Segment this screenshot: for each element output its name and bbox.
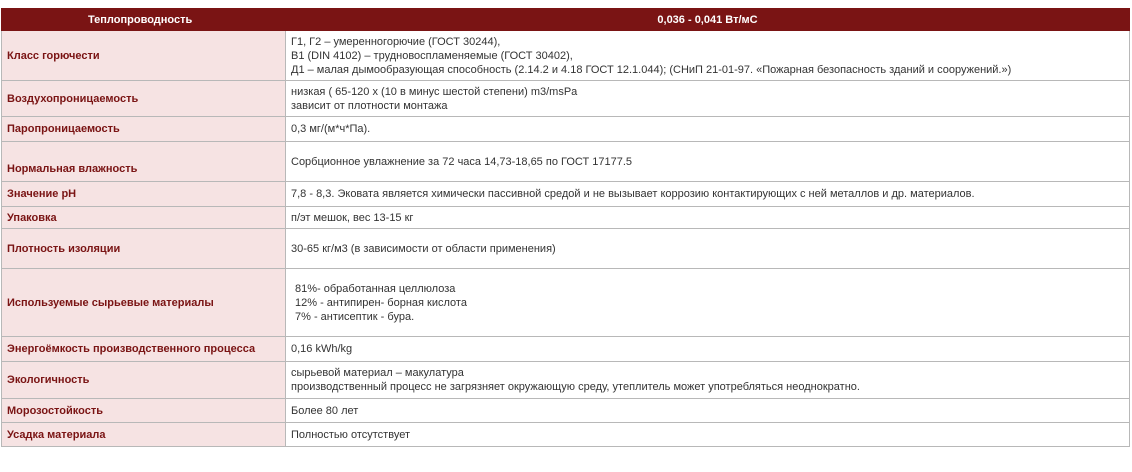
row-label: Усадка материала (2, 423, 286, 447)
table-row (2, 399, 1130, 423)
row-value (286, 362, 1130, 399)
value-line: Д1 – малая дымообразующая способность (2.14.2 и 4.18 ГОСТ 12.1.044); (СНиП 21-01-97. «Пожарная безопасность зданий и сооружений.») (291, 63, 1012, 76)
value-line: 0,3 мг/(м*ч*Па). (291, 123, 371, 135)
table-row (2, 362, 1130, 399)
value-line: В1 (DIN 4102) – трудновоспламеняемые (ГОСТ 30402), (291, 49, 573, 62)
value-line: Сорбционное увлажнение за 72 часа 14,73-18,65 по ГОСТ 17177.5 (291, 155, 632, 168)
value-line: производственный процесс не загрязняет окружающую среду, утеплитель может употребляться неоднократно. (291, 381, 860, 393)
row-label: Класс горючести (2, 31, 286, 81)
row-label: Значение pH (2, 182, 286, 207)
row-label: Энергоёмкость производственного процесса (2, 337, 286, 362)
table-row (2, 337, 1130, 362)
row-label: Нормальная влажность (2, 142, 286, 182)
header-value-cell: 0,036 - 0,041 Вт/мС (286, 9, 1130, 31)
row-value (286, 182, 1130, 207)
row-value (286, 142, 1130, 182)
row-value (286, 31, 1130, 81)
value-line: Г1, Г2 – умеренногорючие (ГОСТ 30244), (291, 35, 501, 48)
row-label: Упаковка (2, 207, 286, 229)
table-row (2, 81, 1130, 117)
table-row (2, 117, 1130, 142)
value-line: сырьевой материал – макулатура (291, 367, 464, 379)
row-label: Паропроницаемость (2, 117, 286, 142)
row-value (286, 399, 1130, 423)
row-value (286, 269, 1130, 337)
row-label: Плотность изоляции (2, 229, 286, 269)
table-row (2, 207, 1130, 229)
row-label: Воздухопроницаемость (2, 81, 286, 117)
row-value (286, 423, 1130, 447)
value-line: зависит от плотности монтажа (291, 99, 448, 112)
row-label: Морозостойкость (2, 399, 286, 423)
table-row (2, 423, 1130, 447)
table-header-row (2, 9, 1130, 31)
table-row (2, 142, 1130, 182)
header-param-cell: Теплопроводность (2, 9, 286, 31)
value-line: 7% - антисептик - бура. (295, 310, 415, 323)
table-row (2, 269, 1130, 337)
value-line: 30-65 кг/м3 (в зависимости от области применения) (291, 242, 556, 255)
row-value (286, 81, 1130, 117)
table-row (2, 31, 1130, 81)
row-value (286, 207, 1130, 229)
specifications-table (1, 8, 1130, 447)
row-label: Используемые сырьевые материалы (2, 269, 286, 337)
value-line: Более 80 лет (291, 404, 359, 417)
value-line: п/эт мешок, вес 13-15 кг (291, 211, 414, 224)
row-label: Экологичность (2, 362, 286, 399)
value-line: 81%- обработанная целлюлоза (295, 282, 456, 295)
table-row (2, 229, 1130, 269)
row-value (286, 337, 1130, 362)
value-line: низкая ( 65-120 х (10 в минус шестой степени) m3/msPa (291, 85, 578, 98)
row-value (286, 117, 1130, 142)
value-line: 7,8 - 8,3. Эковата является химически пассивной средой и не вызывает коррозию контактирующих с ней металлов и др. материалов. (291, 188, 975, 200)
value-line: Полностью отсутствует (291, 428, 410, 441)
value-line: 0,16 kWh/kg (291, 343, 353, 355)
table-row (2, 182, 1130, 207)
row-value (286, 229, 1130, 269)
value-line: 12% - антипирен- борная кислота (295, 296, 467, 309)
